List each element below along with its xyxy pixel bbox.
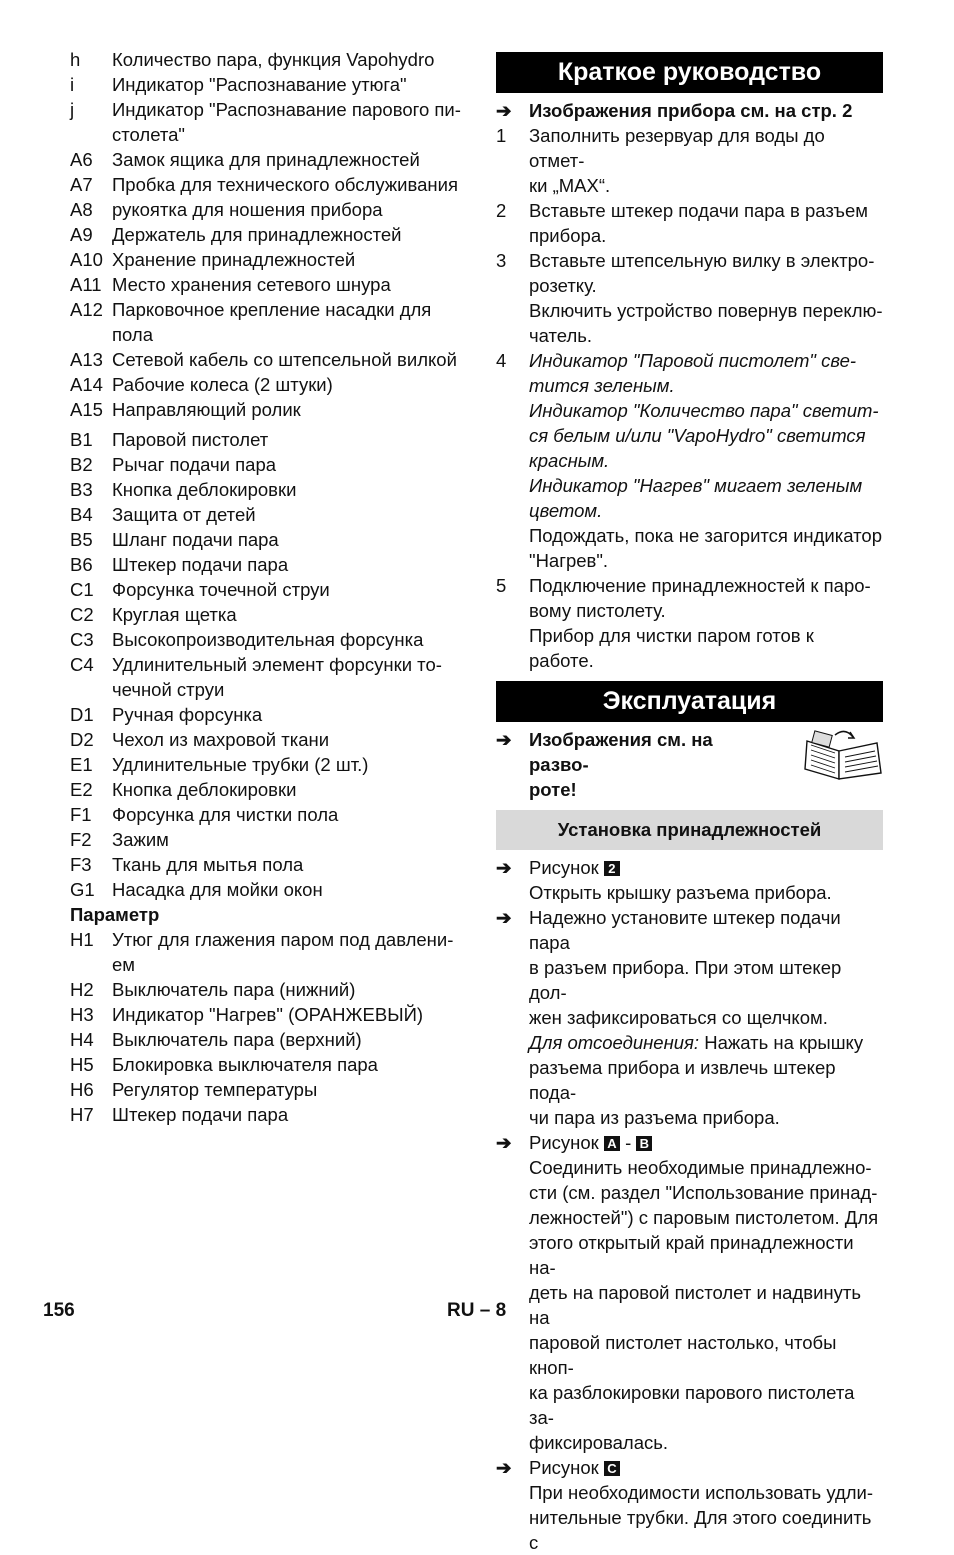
legend-key: D2 (70, 729, 94, 750)
legend-text: Место хранения сетевого шнура (112, 274, 391, 295)
legend-item (70, 977, 465, 1002)
legend-key: E1 (70, 754, 93, 775)
quick-step (496, 573, 883, 673)
legend-key: B2 (70, 454, 93, 475)
legend-key: F3 (70, 854, 92, 875)
legend-text: Паровой пистолет (112, 429, 269, 450)
legend-key: A7 (70, 174, 93, 195)
legend-key: E2 (70, 779, 93, 800)
operation-intro (496, 727, 883, 802)
figure-badge: 2 (604, 861, 620, 876)
operation-item-body (529, 855, 883, 905)
legend-item (70, 552, 465, 577)
legend-item (70, 97, 465, 147)
legend-text: Количество пара, функция Vapohydro (112, 49, 435, 70)
legend-key: A10 (70, 249, 103, 270)
legend-text: Ткань для мытья пола (112, 854, 304, 875)
legend-item (70, 702, 465, 727)
legend-item (70, 477, 465, 502)
figure-label: Рисунок (529, 857, 599, 878)
legend-key: H2 (70, 979, 94, 1000)
legend-key: H3 (70, 1004, 94, 1025)
legend-key: H4 (70, 1029, 94, 1050)
operation-item (496, 1455, 883, 1555)
legend-key: C4 (70, 654, 94, 675)
legend-item (70, 397, 465, 422)
legend-key: A14 (70, 374, 103, 395)
legend-text: Блокировка выключателя пара (112, 1054, 378, 1075)
figure-label: Рисунок (529, 1457, 599, 1478)
legend-item (70, 927, 465, 977)
legend-text: Насадка для мойки окон (112, 879, 323, 900)
operation-item (496, 855, 883, 905)
legend-item (70, 1027, 465, 1052)
figure-reference (529, 855, 883, 880)
step-number: 1 (496, 125, 507, 146)
operation-text: Открыть крышку разъема прибора. (529, 882, 832, 903)
legend-text: Рычаг подачи пара (112, 454, 277, 475)
language-page-label: RU – 8 (447, 1300, 507, 1321)
legend-text: Удлинительные трубки (2 шт.) (112, 754, 369, 775)
step-number: 4 (496, 350, 507, 371)
legend-item (70, 527, 465, 552)
arrow-right-icon: ➔ (496, 1132, 512, 1153)
legend-key: B3 (70, 479, 93, 500)
legend-item (70, 197, 465, 222)
legend-key: A13 (70, 349, 103, 370)
figure-separator: - (625, 1132, 632, 1153)
legend-key: A15 (70, 399, 103, 420)
legend-text: Высокопроизводительная форсунка (112, 629, 424, 650)
arrow-right-icon: ➔ (496, 1457, 512, 1478)
step-line: Индикатор "Количество пара" светит- ся белым и/или "VapoHydro" светится красным. (529, 400, 879, 471)
step-body (529, 348, 883, 573)
legend-item (70, 827, 465, 852)
quick-step (496, 348, 883, 573)
legend-key: F2 (70, 829, 92, 850)
legend-key: H1 (70, 929, 94, 950)
step-number: 2 (496, 200, 507, 221)
legend-key: H7 (70, 1104, 94, 1125)
legend-key: A12 (70, 299, 103, 320)
legend-key: j (70, 99, 75, 120)
legend-text: Удлинительный элемент форсунки то- чечной струи (112, 654, 442, 700)
quick-step (496, 248, 883, 348)
legend-item (70, 577, 465, 602)
legend-item (70, 272, 465, 297)
instructions-column (496, 52, 883, 1555)
legend-key: G1 (70, 879, 95, 900)
legend-text: Ручная форсунка (112, 704, 263, 725)
legend-item (70, 452, 465, 477)
legend-text: Штекер подачи пара (112, 1104, 289, 1125)
legend-item (70, 802, 465, 827)
figure-label: Рисунок (529, 1132, 599, 1153)
legend-text: Зажим (112, 829, 169, 850)
legend-key: C3 (70, 629, 94, 650)
legend-text: Направляющий ролик (112, 399, 301, 420)
legend-item (70, 347, 465, 372)
param-heading: Параметр (70, 904, 160, 925)
legend-item (70, 172, 465, 197)
legend-item (70, 1002, 465, 1027)
operation-item-body (529, 1455, 883, 1555)
legend-item (70, 727, 465, 752)
figure-badge: B (636, 1136, 652, 1151)
quick-intro-text: Изображения прибора см. на стр. 2 (529, 100, 853, 121)
legend-text: Замок ящика для принадлежностей (112, 149, 420, 170)
legend-text: Кнопка деблокировки (112, 779, 297, 800)
legend-key: F1 (70, 804, 92, 825)
legend-key: H5 (70, 1054, 94, 1075)
legend-text: Круглая щетка (112, 604, 237, 625)
figure-badge: C (604, 1461, 620, 1476)
legend-item (70, 222, 465, 247)
operation-text: Надежно установите штекер подачи пара в разъем прибора. При этом штекер дол- жен зафиксироваться со щелчком. (529, 907, 842, 1028)
step-line: Вставьте штепсельную вилку в электро- розетку. (529, 250, 875, 296)
legend-item (70, 297, 465, 347)
arrow-right-icon: ➔ (496, 729, 512, 750)
legend-text: Форсунка точечной струи (112, 579, 330, 600)
step-line: Вставьте штекер подачи пара в разъем прибора. (529, 200, 868, 246)
legend-key: h (70, 49, 81, 70)
legend-text: Индикатор "Нагрев" (ОРАНЖЕВЫЙ) (112, 1004, 424, 1025)
legend-text: Пробка для технического обслуживания (112, 174, 458, 195)
legend-item (70, 1102, 465, 1127)
operation-intro-text: Изображения см. на разво- роте! (529, 729, 713, 800)
step-body (529, 248, 883, 348)
legend-text: Держатель для принадлежностей (112, 224, 402, 245)
section-header-operation: Эксплуатация (496, 681, 883, 722)
step-body (529, 573, 883, 673)
param-list (70, 927, 465, 1127)
legend-item (70, 1052, 465, 1077)
legend-text: Утюг для глажения паром под давлени- ем (112, 929, 454, 975)
legend-text: Рабочие колеса (2 штуки) (112, 374, 333, 395)
legend-column (70, 47, 465, 1127)
section-header-quick: Краткое руководство (496, 52, 883, 93)
legend-key: i (70, 74, 75, 95)
operation-item (496, 1130, 883, 1455)
step-line: Прибор для чистки паром готов к работе. (529, 625, 814, 671)
quick-intro (496, 98, 883, 123)
step-line: Включить устройство повернув переклю- чатель. (529, 300, 883, 346)
quick-steps (496, 123, 883, 673)
note-lead: Для отсоединения: (529, 1032, 700, 1053)
step-line: Подключение принадлежностей к паро- вому пистолету. (529, 575, 871, 621)
figure-reference (529, 1455, 883, 1480)
operation-text: При необходимости использовать удли- нительные трубки. Для этого соединить с (529, 1482, 874, 1553)
quick-step (496, 198, 883, 248)
operation-item-body (529, 905, 883, 1130)
legend-item (70, 752, 465, 777)
page-number: 156 (43, 1300, 75, 1321)
arrow-right-icon: ➔ (496, 100, 512, 121)
operation-item (496, 905, 883, 1130)
open-book-icon (801, 727, 883, 781)
legend-text: Регулятор температуры (112, 1079, 318, 1100)
step-body (529, 198, 883, 248)
quick-step (496, 123, 883, 198)
legend-text: рукоятка для ношения прибора (112, 199, 383, 220)
legend-text: Индикатор "Распознавание парового пи- столета" (112, 99, 461, 145)
arrow-right-icon: ➔ (496, 907, 512, 928)
legend-text: Сетевой кабель со штепсельной вилкой (112, 349, 457, 370)
legend-key: B5 (70, 529, 93, 550)
step-body (529, 123, 883, 198)
legend-text: Шланг подачи пара (112, 529, 279, 550)
legend-key: B1 (70, 429, 93, 450)
legend-key: C2 (70, 604, 94, 625)
legend-item (70, 852, 465, 877)
legend-key: D1 (70, 704, 94, 725)
legend-text: Защита от детей (112, 504, 256, 525)
legend-key: A11 (70, 274, 102, 295)
step-line: Индикатор "Паровой пистолет" све- тится зеленым. (529, 350, 857, 396)
legend-text: Индикатор "Распознавание утюга" (112, 74, 407, 95)
operation-item-body (529, 1130, 883, 1455)
legend-item (70, 247, 465, 272)
legend-item (70, 777, 465, 802)
legend-key: A8 (70, 199, 93, 220)
legend-item (70, 427, 465, 452)
step-line: Индикатор "Нагрев" мигает зеленым цветом. (529, 475, 863, 521)
legend-text: Форсунка для чистки пола (112, 804, 339, 825)
legend-item (70, 47, 465, 72)
legend-list (70, 47, 465, 902)
operation-items (496, 855, 883, 1555)
operation-note (529, 1030, 883, 1130)
figure-reference (529, 1130, 883, 1155)
legend-key: B6 (70, 554, 93, 575)
note-text: Нажать на крышку разъема прибора и извлечь штекер пода- чи пара из разъема прибора. (529, 1032, 864, 1128)
legend-item (70, 652, 465, 702)
step-number: 5 (496, 575, 507, 596)
legend-text: Кнопка деблокировки (112, 479, 297, 500)
legend-key: H6 (70, 1079, 94, 1100)
step-line: Подождать, пока не загорится индикатор "Нагрев". (529, 525, 882, 571)
legend-text: Парковочное крепление насадки для пола (112, 299, 432, 345)
step-line: Заполнить резервуар для воды до отмет- ки „MAX“. (529, 125, 825, 196)
legend-item (70, 602, 465, 627)
legend-key: C1 (70, 579, 94, 600)
step-number: 3 (496, 250, 507, 271)
arrow-right-icon: ➔ (496, 857, 512, 878)
figure-badge: A (604, 1136, 620, 1151)
legend-key: B4 (70, 504, 93, 525)
legend-item (70, 372, 465, 397)
legend-item (70, 627, 465, 652)
legend-item (70, 1077, 465, 1102)
operation-text: Соединить необходимые принадлежно- сти (см. раздел "Использование принад- лежностей") с паровым пистолетом. Для этого открытый край принадлежности на- деть на паровой пистолет и надвинуть на паровой пистолет настолько, чтобы кноп- ка разблокировки парового пистолета за- фиксировалась. (529, 1157, 879, 1453)
legend-item (70, 147, 465, 172)
legend-item (70, 72, 465, 97)
legend-text: Выключатель пара (нижний) (112, 979, 356, 1000)
legend-key: A6 (70, 149, 93, 170)
legend-item (70, 502, 465, 527)
legend-item (70, 877, 465, 902)
subsection-header: Установка принадлежностей (496, 810, 883, 850)
legend-text: Хранение принадлежностей (112, 249, 356, 270)
legend-key: A9 (70, 224, 93, 245)
legend-text: Выключатель пара (верхний) (112, 1029, 362, 1050)
legend-text: Чехол из махровой ткани (112, 729, 330, 750)
legend-text: Штекер подачи пара (112, 554, 289, 575)
